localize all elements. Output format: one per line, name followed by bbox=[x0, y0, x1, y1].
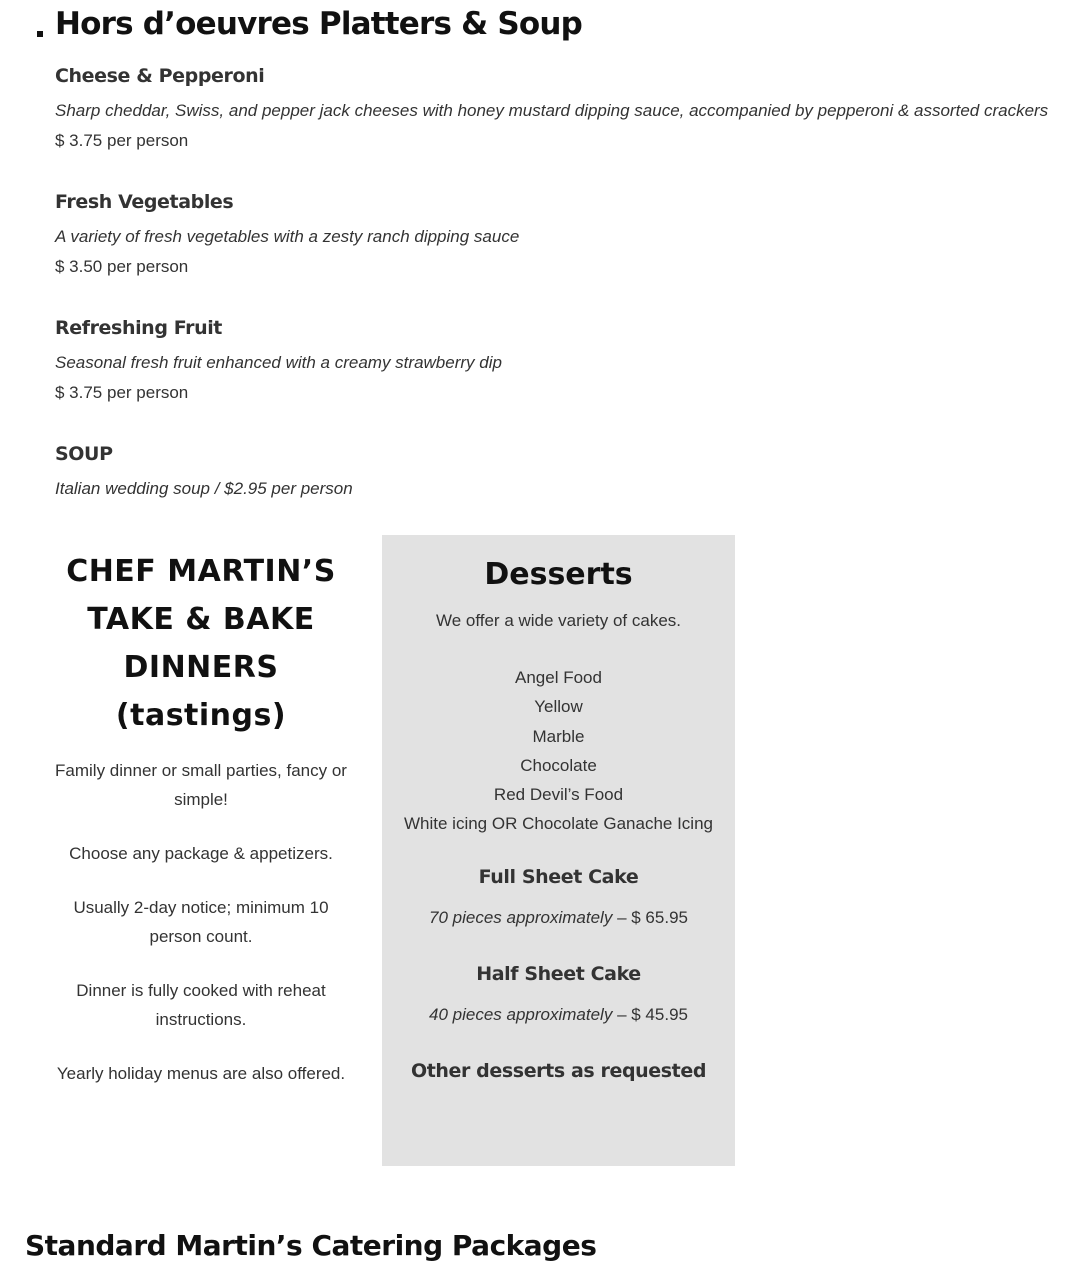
menu-item-cheese-pepperoni bbox=[55, 61, 1085, 150]
full-sheet-pieces: 70 pieces approximately bbox=[429, 908, 613, 927]
chef-paragraph: Choose any package & appetizers. bbox=[69, 844, 333, 863]
item-price: $ 3.75 per person bbox=[55, 131, 189, 150]
menu-item-refreshing-fruit bbox=[55, 313, 1085, 402]
full-sheet-heading: Full Sheet Cake bbox=[478, 866, 639, 888]
item-name: SOUP bbox=[55, 443, 113, 465]
chef-take-bake-column bbox=[26, 548, 376, 1088]
list-item: Marble bbox=[532, 726, 585, 746]
full-sheet-detail bbox=[382, 907, 735, 929]
half-sheet-heading: Half Sheet Cake bbox=[476, 963, 641, 985]
cake-list bbox=[382, 663, 735, 839]
item-description: Sharp cheddar, Swiss, and pepper jack cheeses with honey mustard dipping sauce, accompanied by pepperoni & assorted crackers bbox=[55, 101, 1049, 120]
menu-item-fresh-vegetables bbox=[55, 187, 1085, 276]
list-item: White icing OR Chocolate Ganache Icing bbox=[404, 814, 713, 834]
section-title: Hors d’oeuvres Platters & Soup bbox=[55, 6, 583, 42]
chef-paragraph: Usually 2-day notice; minimum 10 person count. bbox=[73, 898, 329, 946]
item-description: Italian wedding soup / $2.95 per person bbox=[55, 479, 353, 498]
desserts-title: Desserts bbox=[484, 557, 633, 592]
desserts-panel bbox=[382, 535, 735, 1166]
list-item: Red Devil’s Food bbox=[493, 785, 624, 805]
chef-subtitle: (tastings) bbox=[115, 698, 287, 733]
menu-item-soup bbox=[55, 439, 1085, 498]
list-item: Angel Food bbox=[515, 668, 602, 687]
half-sheet-detail bbox=[382, 1004, 735, 1026]
packages-title: Standard Martin’s Catering Packages bbox=[25, 1229, 597, 1262]
half-sheet-price: – $ 45.95 bbox=[617, 1005, 688, 1024]
list-item: Chocolate bbox=[520, 755, 597, 775]
chef-paragraph: Family dinner or small parties, fancy or simple! bbox=[55, 761, 347, 809]
item-price: $ 3.75 per person bbox=[55, 383, 189, 402]
other-desserts-heading: Other desserts as requested bbox=[410, 1060, 707, 1082]
item-price: $ 3.50 per person bbox=[55, 257, 189, 276]
chef-paragraph: Dinner is fully cooked with reheat instructions. bbox=[76, 981, 326, 1029]
half-sheet-pieces: 40 pieces approximately bbox=[429, 1005, 613, 1024]
item-name: Cheese & Pepperoni bbox=[55, 65, 265, 87]
item-name: Fresh Vegetables bbox=[55, 191, 234, 213]
full-sheet-price: – $ 65.95 bbox=[617, 908, 688, 927]
list-bullet bbox=[37, 31, 43, 37]
chef-title bbox=[26, 548, 376, 740]
item-description: A variety of fresh vegetables with a zesty ranch dipping sauce bbox=[55, 227, 520, 246]
item-description: Seasonal fresh fruit enhanced with a creamy strawberry dip bbox=[55, 353, 502, 372]
item-name: Refreshing Fruit bbox=[55, 317, 222, 339]
chef-title-text: CHEF MARTIN’S TAKE & BAKE DINNERS bbox=[66, 554, 336, 685]
chef-paragraph: Yearly holiday menus are also offered. bbox=[56, 1064, 346, 1083]
desserts-intro: We offer a wide variety of cakes. bbox=[435, 611, 682, 630]
list-item: Yellow bbox=[534, 697, 583, 717]
